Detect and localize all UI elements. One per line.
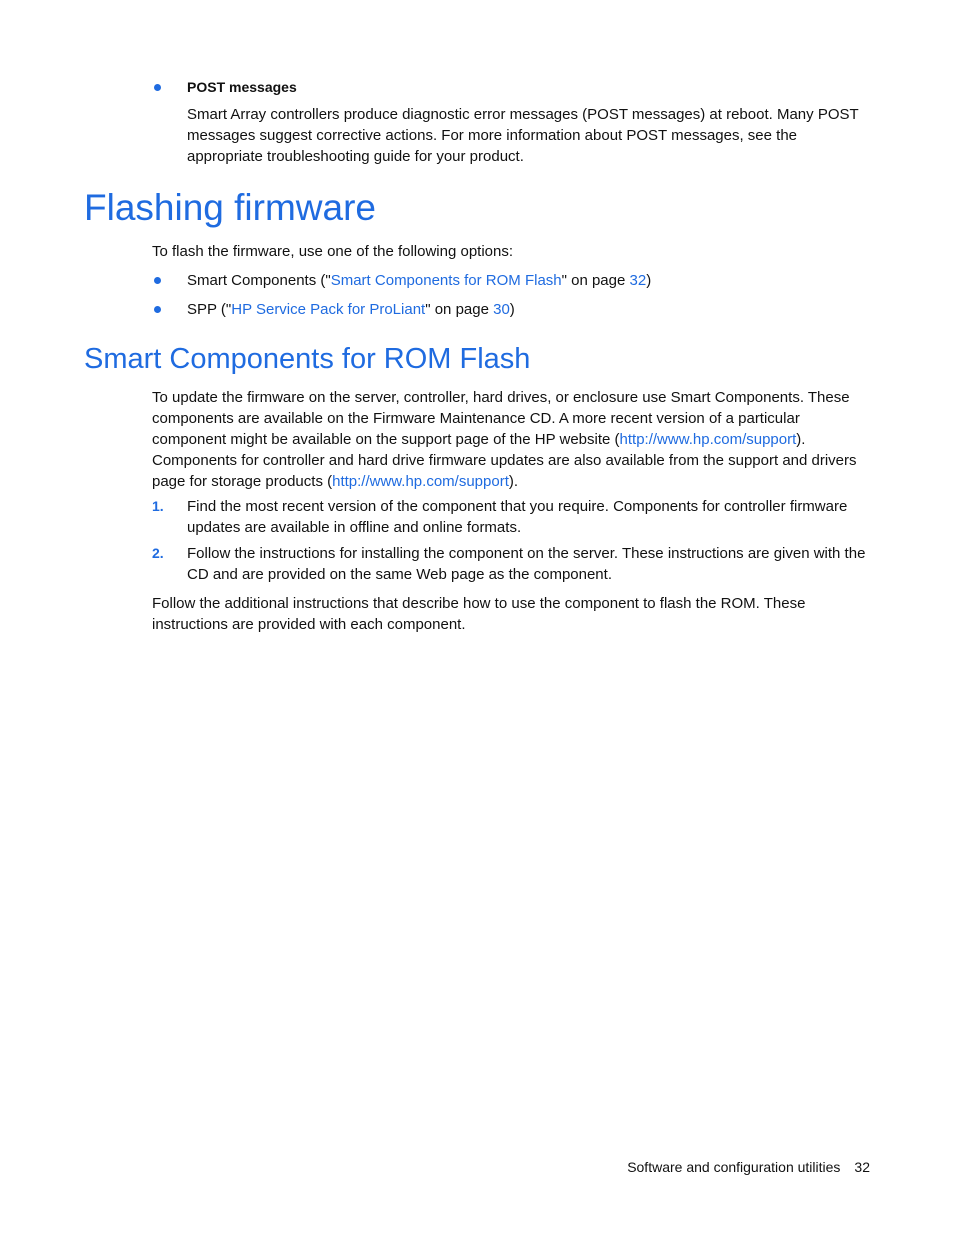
paragraph-text: To update the firmware on the server, controller, hard drives, or enclosure use Smart Components. These components are available on the Firmware Maintenance CD. A more recent version of a particular component might be available on the support page of the HP website (	[152, 389, 850, 448]
option-text-pre: Smart Components ("	[187, 272, 331, 289]
post-messages-body: Smart Array controllers produce diagnostic error messages (POST messages) at reboot. Many POST messages suggest corrective actions. For more information about POST messages, see the appropriate troubleshooting guide for your product.	[187, 106, 859, 165]
flashing-intro: To flash the firmware, use one of the following options:	[152, 243, 514, 260]
post-messages-heading: POST messages	[187, 79, 297, 95]
paragraph-text: ).	[508, 473, 519, 490]
step-number: 1.	[152, 498, 164, 514]
hp-support-link-2[interactable]: http://www.hp.com/support	[332, 473, 509, 490]
step-number: 2.	[152, 545, 164, 561]
option-text-mid: " on page	[561, 272, 630, 289]
option-text-mid: " on page	[425, 301, 494, 318]
option-text-post: )	[646, 272, 652, 289]
option-text-pre: SPP ("	[187, 301, 232, 318]
hp-support-link-1[interactable]: http://www.hp.com/support	[619, 431, 797, 448]
smart-components-paragraph	[152, 387, 872, 492]
option-text	[187, 270, 872, 291]
bullet-dot	[154, 84, 161, 91]
bullet-dot	[154, 277, 161, 284]
bullet-dot	[154, 306, 161, 313]
smart-components-link[interactable]: Smart Components for ROM Flash	[330, 272, 562, 289]
page-32-link[interactable]: 32	[629, 272, 647, 289]
closing-paragraph: Follow the additional instructions that describe how to use the component to flash the ROM. These instructions are provided with each component.	[152, 595, 806, 633]
flashing-firmware-title: Flashing firmware	[84, 187, 376, 228]
footer-page-number: 32	[854, 1159, 870, 1175]
paragraph-text: ). Components for controller and hard drive firmware updates are also available from the support and drivers page for storage products (	[152, 431, 857, 490]
post-messages-content	[187, 77, 872, 167]
page-30-link[interactable]: 30	[493, 301, 510, 318]
option-text-post: )	[509, 301, 515, 318]
option-text	[187, 299, 872, 320]
step-text: Find the most recent version of the component that you require. Components for controller firmware updates are available in offline and online formats.	[187, 498, 848, 536]
page-footer	[627, 1157, 870, 1178]
hp-service-pack-link[interactable]: HP Service Pack for ProLiant	[231, 301, 426, 318]
footer-section: Software and configuration utilities	[627, 1159, 841, 1175]
smart-components-title: Smart Components for ROM Flash	[84, 343, 531, 375]
step-text: Follow the instructions for installing the component on the server. These instructions are given with the CD and are provided on the same Web page as the component.	[187, 545, 866, 583]
